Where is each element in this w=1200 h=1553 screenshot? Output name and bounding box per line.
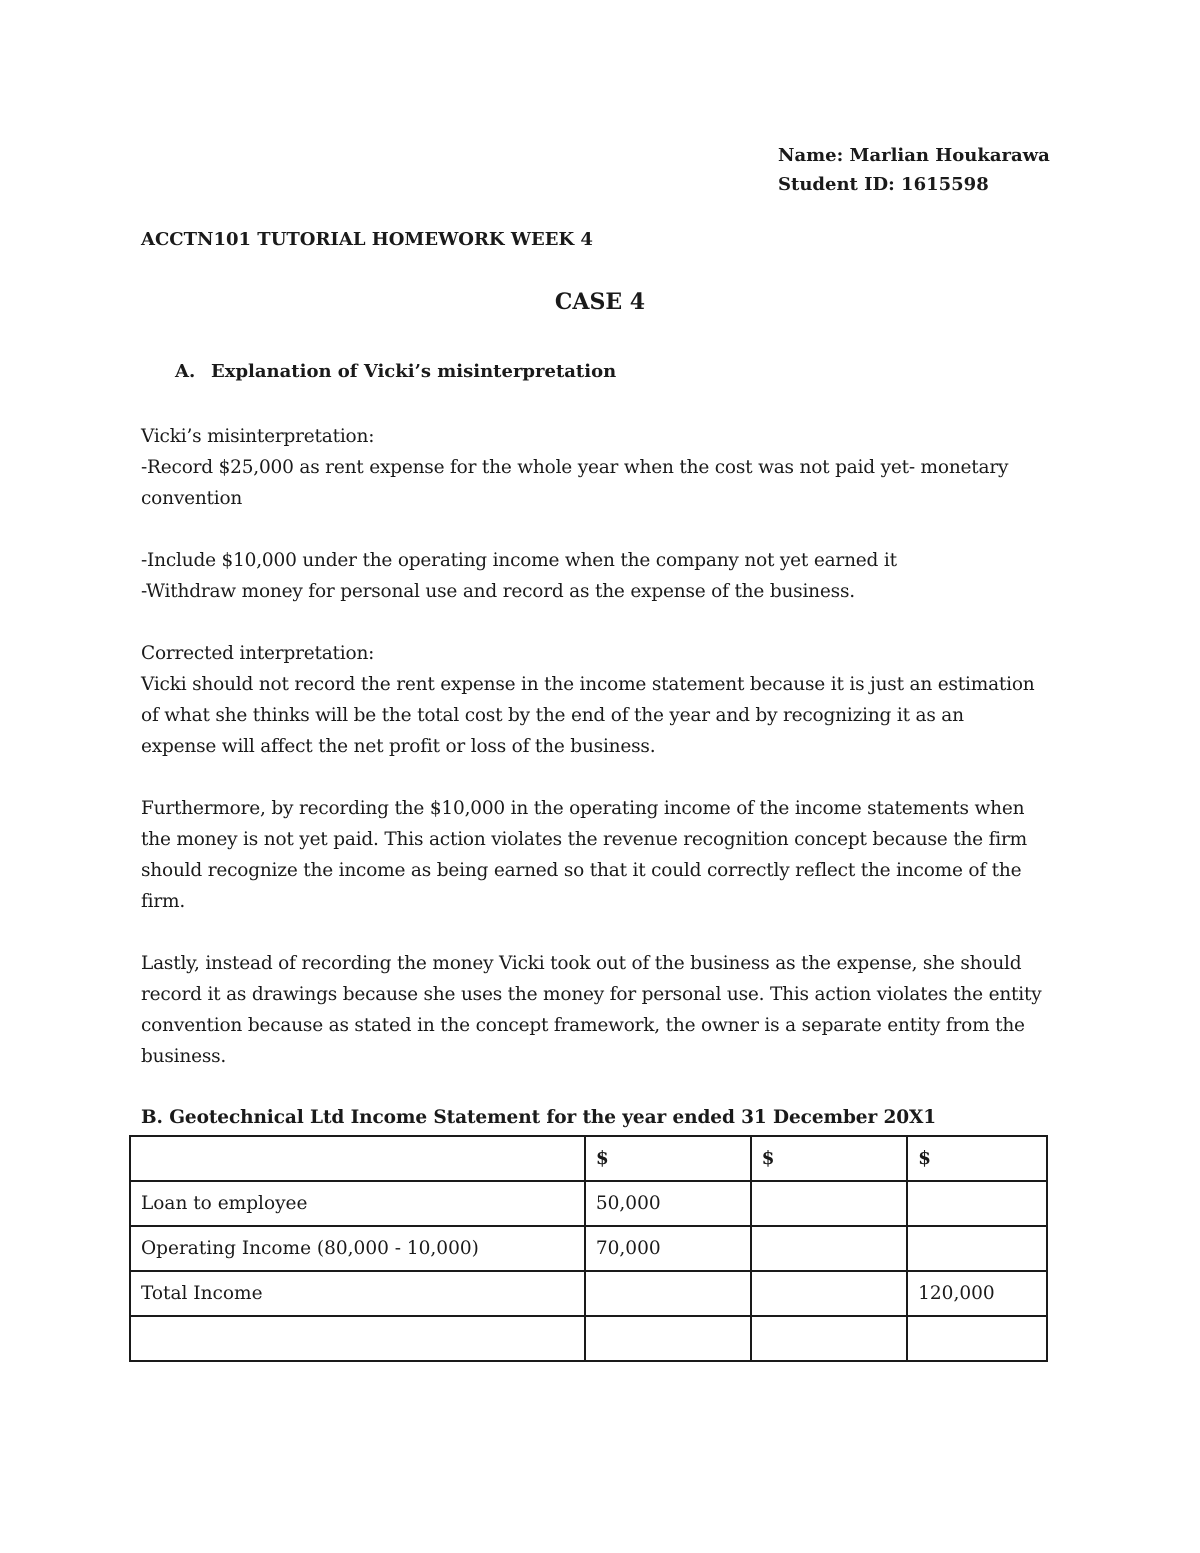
section-a-letter: A. — [175, 361, 196, 382]
table-header-cell — [130, 1136, 585, 1181]
student-id: Student ID: 1615598 — [778, 174, 989, 195]
student-info — [778, 141, 1050, 199]
text-line: should recognize the income as being earned so that it could correctly reflect the income of the — [141, 860, 1022, 881]
table-cell — [751, 1271, 908, 1316]
table-cell — [907, 1316, 1047, 1361]
text-line: of what she thinks will be the total cost by the end of the year and by recognizing it as an — [141, 705, 964, 726]
table-header-row — [130, 1136, 1047, 1181]
text-line: -Include $10,000 under the operating income when the company not yet earned it — [141, 550, 897, 571]
student-name: Name: Marlian Houkarawa — [778, 145, 1050, 166]
text-line: Furthermore, by recording the $10,000 in the operating income of the income statements when — [141, 798, 1025, 819]
table-cell: Loan to employee — [130, 1181, 585, 1226]
table-cell — [130, 1316, 585, 1361]
table-cell: 70,000 — [585, 1226, 751, 1271]
table-row — [130, 1316, 1047, 1361]
text-line: the money is not yet paid. This action violates the revenue recognition concept because the firm — [141, 829, 1027, 850]
body-text — [141, 421, 1071, 1103]
text-line: -Record $25,000 as rent expense for the whole year when the cost was not paid yet- monetary — [141, 457, 1009, 478]
table-cell — [907, 1226, 1047, 1271]
table-cell — [585, 1271, 751, 1316]
text-line: Vicki’s misinterpretation: — [141, 426, 375, 447]
text-line: expense will affect the net profit or loss of the business. — [141, 736, 656, 757]
furthermore-paragraph — [141, 793, 1071, 917]
table-cell — [585, 1316, 751, 1361]
table-cell — [751, 1181, 908, 1226]
corrected-paragraph — [141, 638, 1071, 762]
section-a-title: Explanation of Vicki’s misinterpretation — [211, 361, 617, 382]
table-row — [130, 1271, 1047, 1316]
section-a-heading — [175, 361, 616, 382]
table-cell: Total Income — [130, 1271, 585, 1316]
course-title: ACCTN101 TUTORIAL HOMEWORK WEEK 4 — [141, 229, 593, 250]
table-header-cell: $ — [585, 1136, 751, 1181]
misinterpretation-paragraph — [141, 421, 1071, 514]
table-cell: Operating Income (80,000 - 10,000) — [130, 1226, 585, 1271]
text-line: record it as drawings because she uses the money for personal use. This action violates the entity — [141, 984, 1042, 1005]
table-row — [130, 1181, 1047, 1226]
case-title: CASE 4 — [554, 289, 646, 315]
table-header-cell: $ — [751, 1136, 908, 1181]
lastly-paragraph — [141, 948, 1071, 1072]
text-line: -Withdraw money for personal use and record as the expense of the business. — [141, 581, 855, 602]
table-cell — [751, 1226, 908, 1271]
table-cell — [907, 1181, 1047, 1226]
text-line: firm. — [141, 891, 186, 912]
table-cell: 50,000 — [585, 1181, 751, 1226]
text-line: Vicki should not record the rent expense in the income statement because it is just an estimation — [141, 674, 1035, 695]
text-line: convention — [141, 488, 243, 509]
table-cell: 120,000 — [907, 1271, 1047, 1316]
table-cell — [751, 1316, 908, 1361]
text-line: Lastly, instead of recording the money Vicki took out of the business as the expense, she should — [141, 953, 1022, 974]
section-b-heading: B. Geotechnical Ltd Income Statement for the year ended 31 December 20X1 — [141, 1107, 937, 1128]
text-line: convention because as stated in the concept framework, the owner is a separate entity from the — [141, 1015, 1025, 1036]
text-line: Corrected interpretation: — [141, 643, 375, 664]
table-row — [130, 1226, 1047, 1271]
table-header-cell: $ — [907, 1136, 1047, 1181]
points-paragraph — [141, 545, 1071, 607]
income-statement-table — [129, 1135, 1048, 1362]
text-line: business. — [141, 1046, 227, 1067]
